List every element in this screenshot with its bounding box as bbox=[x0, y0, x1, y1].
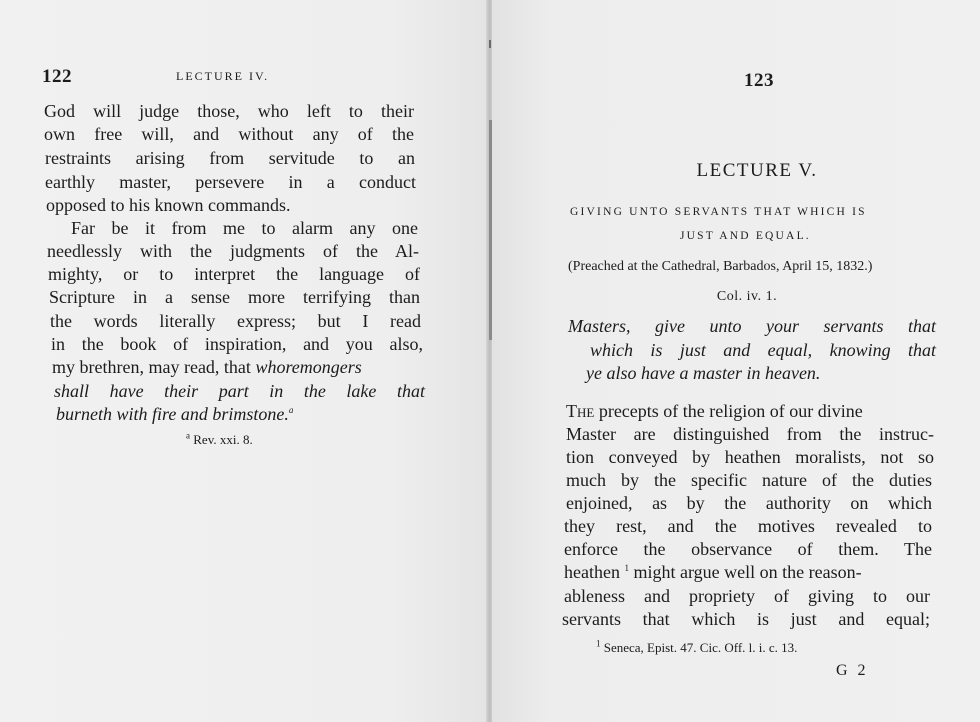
epigraph-line: which is just and equal, knowing that bbox=[590, 340, 936, 360]
right-page bbox=[492, 0, 980, 722]
footnote-marker: 1 bbox=[596, 638, 601, 649]
signature-mark: G 2 bbox=[836, 662, 869, 679]
text-line bbox=[566, 400, 863, 422]
lecture-subtitle: JUST AND EQUAL. bbox=[680, 230, 811, 242]
text-run: my brethren, may read, that bbox=[52, 357, 256, 377]
text-line: enjoined, as by the authority on which bbox=[566, 493, 932, 513]
text-line: they rest, and the motives revealed to bbox=[564, 516, 932, 536]
text-run: might argue well on the reason- bbox=[628, 562, 862, 582]
left-page bbox=[0, 0, 488, 722]
right-page-number: 123 bbox=[744, 70, 774, 91]
epigraph-line: ye also have a master in heaven. bbox=[586, 363, 821, 383]
text-line: Master are distinguished from the instruc- bbox=[566, 424, 934, 444]
text-line: own free will, and without any of the bbox=[44, 124, 414, 144]
text-line: ableness and propriety of giving to our bbox=[564, 586, 930, 606]
preached-note: (Preached at the Cathedral, Barbados, April 15, 1832.) bbox=[568, 259, 873, 274]
left-page-number: 122 bbox=[42, 66, 72, 87]
text-line: Far be it from me to alarm any one bbox=[71, 218, 418, 238]
text-line bbox=[52, 356, 362, 378]
text-run: precepts of the religion of our divine bbox=[594, 401, 863, 421]
scripture-reference: Col. iv. 1. bbox=[716, 289, 778, 304]
text-line: in the book of inspiration, and you also, bbox=[51, 334, 423, 354]
footnote-marker: a bbox=[288, 405, 294, 415]
footnote-text: Rev. xxi. 8. bbox=[193, 432, 253, 447]
footnote-text: Seneca, Epist. 47. Cic. Off. l. i. c. 13. bbox=[603, 640, 798, 655]
text-run: burneth with fire and brimstone. bbox=[56, 404, 289, 424]
italic-line bbox=[56, 403, 293, 425]
lecture-subtitle: GIVING UNTO SERVANTS THAT WHICH IS bbox=[570, 206, 867, 218]
text-line: opposed to his known commands. bbox=[46, 195, 291, 215]
footnote bbox=[186, 432, 253, 448]
text-line: tion conveyed by heathen moralists, not so bbox=[566, 447, 934, 467]
text-run: heathen bbox=[564, 562, 620, 582]
text-line: mighty, or to interpret the language of bbox=[48, 264, 420, 284]
text-line bbox=[564, 561, 862, 583]
epigraph-line: Masters, give unto your servants that bbox=[568, 316, 936, 336]
gutter-mark bbox=[489, 40, 491, 48]
text-line: Scripture in a sense more terrifying than bbox=[49, 287, 420, 307]
text-line: much by the specific nature of the duties bbox=[566, 470, 932, 490]
text-line: the words literally express; but I read bbox=[50, 311, 421, 331]
lecture-title: LECTURE V. bbox=[696, 160, 818, 181]
footnote-marker: 1 bbox=[624, 563, 629, 573]
text-line: enforce the observance of them. The bbox=[564, 539, 932, 559]
text-line: restraints arising from servitude to an bbox=[45, 148, 415, 168]
text-line: God will judge those, who left to their bbox=[44, 101, 414, 121]
text-line: servants that which is just and equal; bbox=[562, 609, 930, 629]
footnote bbox=[596, 640, 797, 656]
running-head: LECTURE IV. bbox=[176, 69, 270, 83]
text-line: earthly master, persevere in a conduct bbox=[45, 172, 416, 192]
italic-word: whoremongers bbox=[255, 357, 362, 377]
footnote-marker: a bbox=[186, 430, 190, 441]
text-line: needlessly with the judgments of the Al- bbox=[47, 241, 419, 261]
italic-line: shall have their part in the lake that bbox=[54, 381, 425, 401]
lead-word: The bbox=[566, 401, 595, 421]
